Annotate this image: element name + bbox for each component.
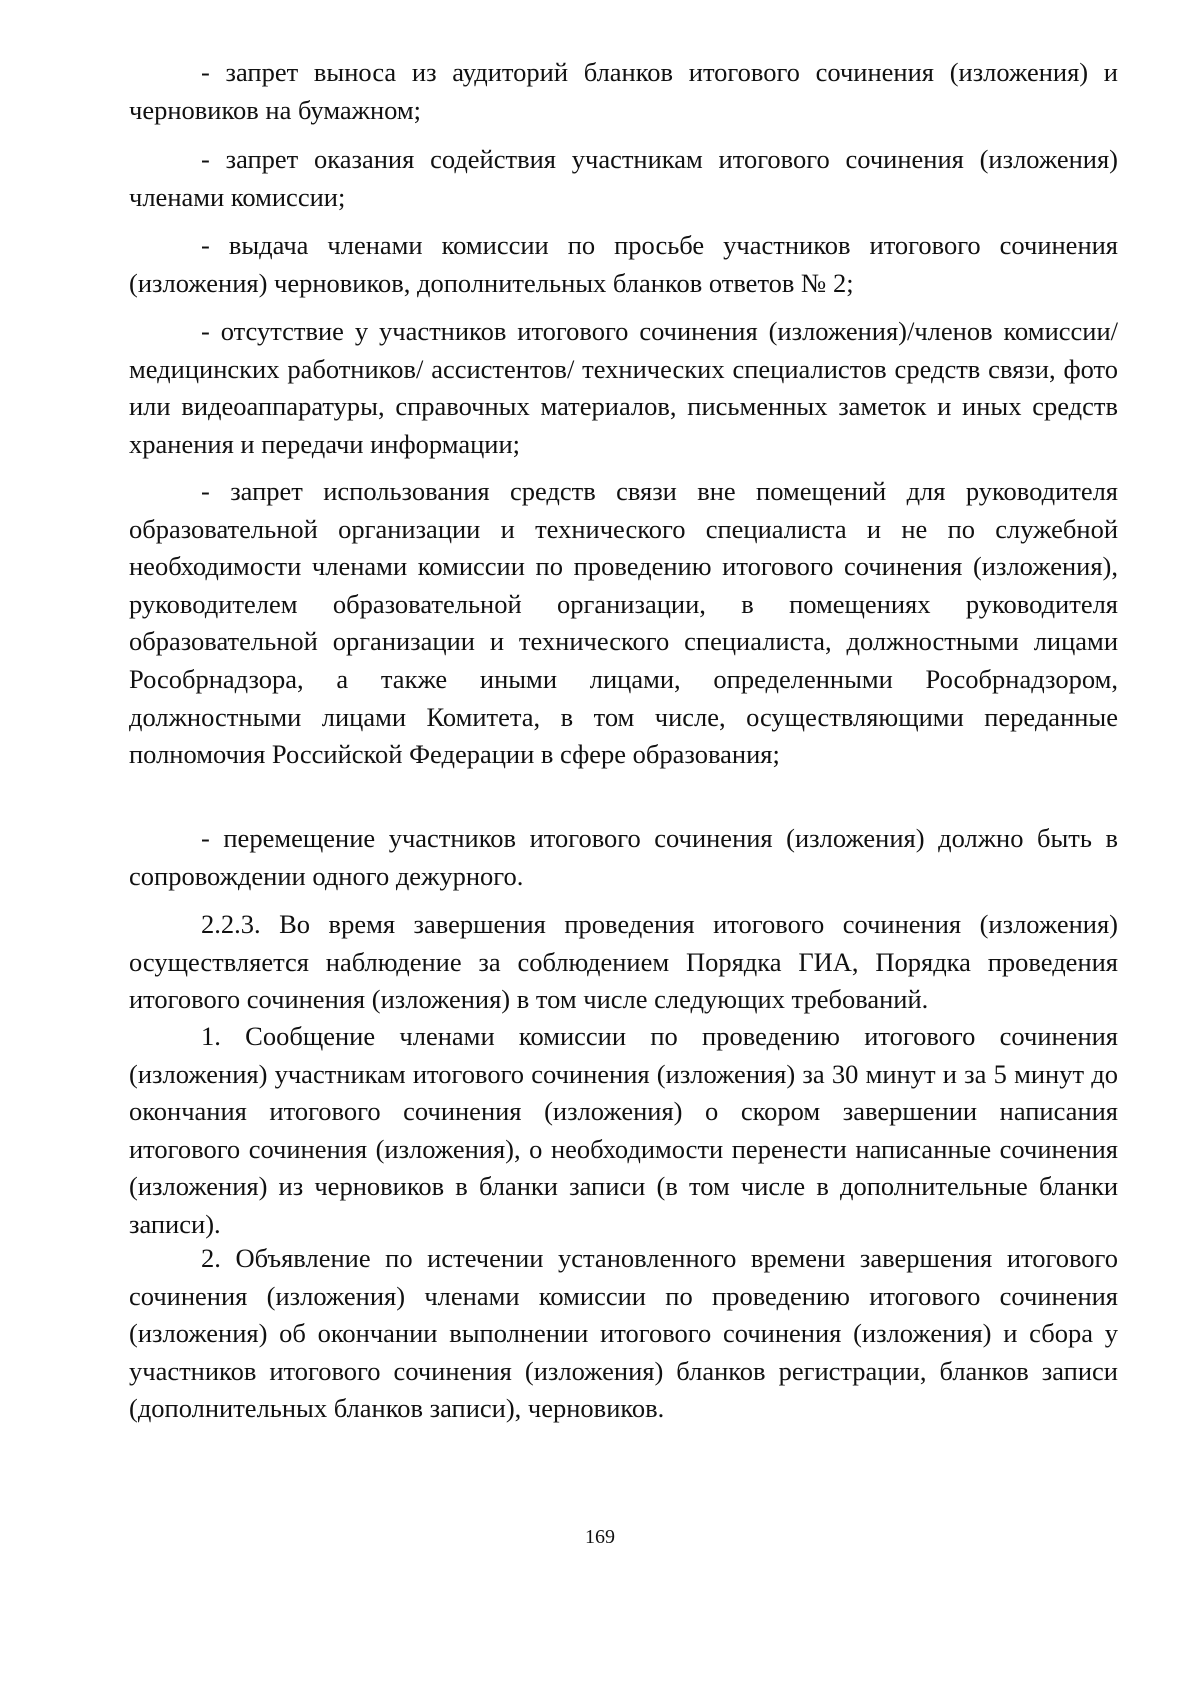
paragraph-7: 2.2.3. Во время завершения проведения итогового сочинения (изложения) осуществляется наблюдение за соблюдением Порядка ГИА, Порядка проведения итогового сочинения (изложения) в том числе следующих требований. [129,909,1118,1015]
paragraph-2: - запрет оказания содействия участникам итогового сочинения (изложения) членами комиссии; [129,144,1118,212]
paragraph-3: - выдача членами комиссии по просьбе участников итогового сочинения (изложения) черновиков, дополнительных бланков ответов № 2; [129,230,1118,298]
paragraph-4: - отсутствие у участников итогового сочинения (изложения)/членов комиссии/ медицинских работников/ ассистентов/ технических специалистов средств связи, фото или видеоаппаратуры, справочных материалов, письменных заметок и иных средств хранения и передачи информации; [129,316,1118,459]
paragraph-6: - перемещение участников итогового сочинения (изложения) должно быть в сопровождении одного дежурного. [129,823,1118,891]
paragraph-1: - запрет выноса из аудиторий бланков итогового сочинения (изложения) и черновиков на бумажном; [129,57,1118,125]
paragraph-5: - запрет использования средств связи вне помещений для руководителя образовательной организации и технического специалиста и не по служебной необходимости членами комиссии по проведению итогового сочинения (изложения), руководителем образовательной организации, в помещениях руководителя образовательной организации и технического специалиста, должностными лицами Рособрнадзора, а также иными лицами, определенными Рособрнадзором, должностными лицами Комитета, в том числе, осуществляющими переданные полномочия Российской Федерации в сфере образования; [129,476,1118,770]
page-number: 169 [585,1526,615,1548]
paragraph-9: 2. Объявление по истечении установленного времени завершения итогового сочинения (изложения) членами комиссии по проведению итогового сочинения (изложения) об окончании выполнении итогового сочинения (изложения) и сбора у участников итогового сочинения (изложения) бланков регистрации, бланков записи (дополнительных бланков записи), черновиков. [129,1243,1118,1424]
paragraph-8: 1. Сообщение членами комиссии по проведению итогового сочинения (изложения) участникам итогового сочинения (изложения) за 30 минут и за 5 минут до окончания итогового сочинения (изложения) о скором завершении написания итогового сочинения (изложения), о необходимости перенести написанные сочинения (изложения) из черновиков в бланки записи (в том числе в дополнительные бланки записи). [129,1021,1118,1239]
